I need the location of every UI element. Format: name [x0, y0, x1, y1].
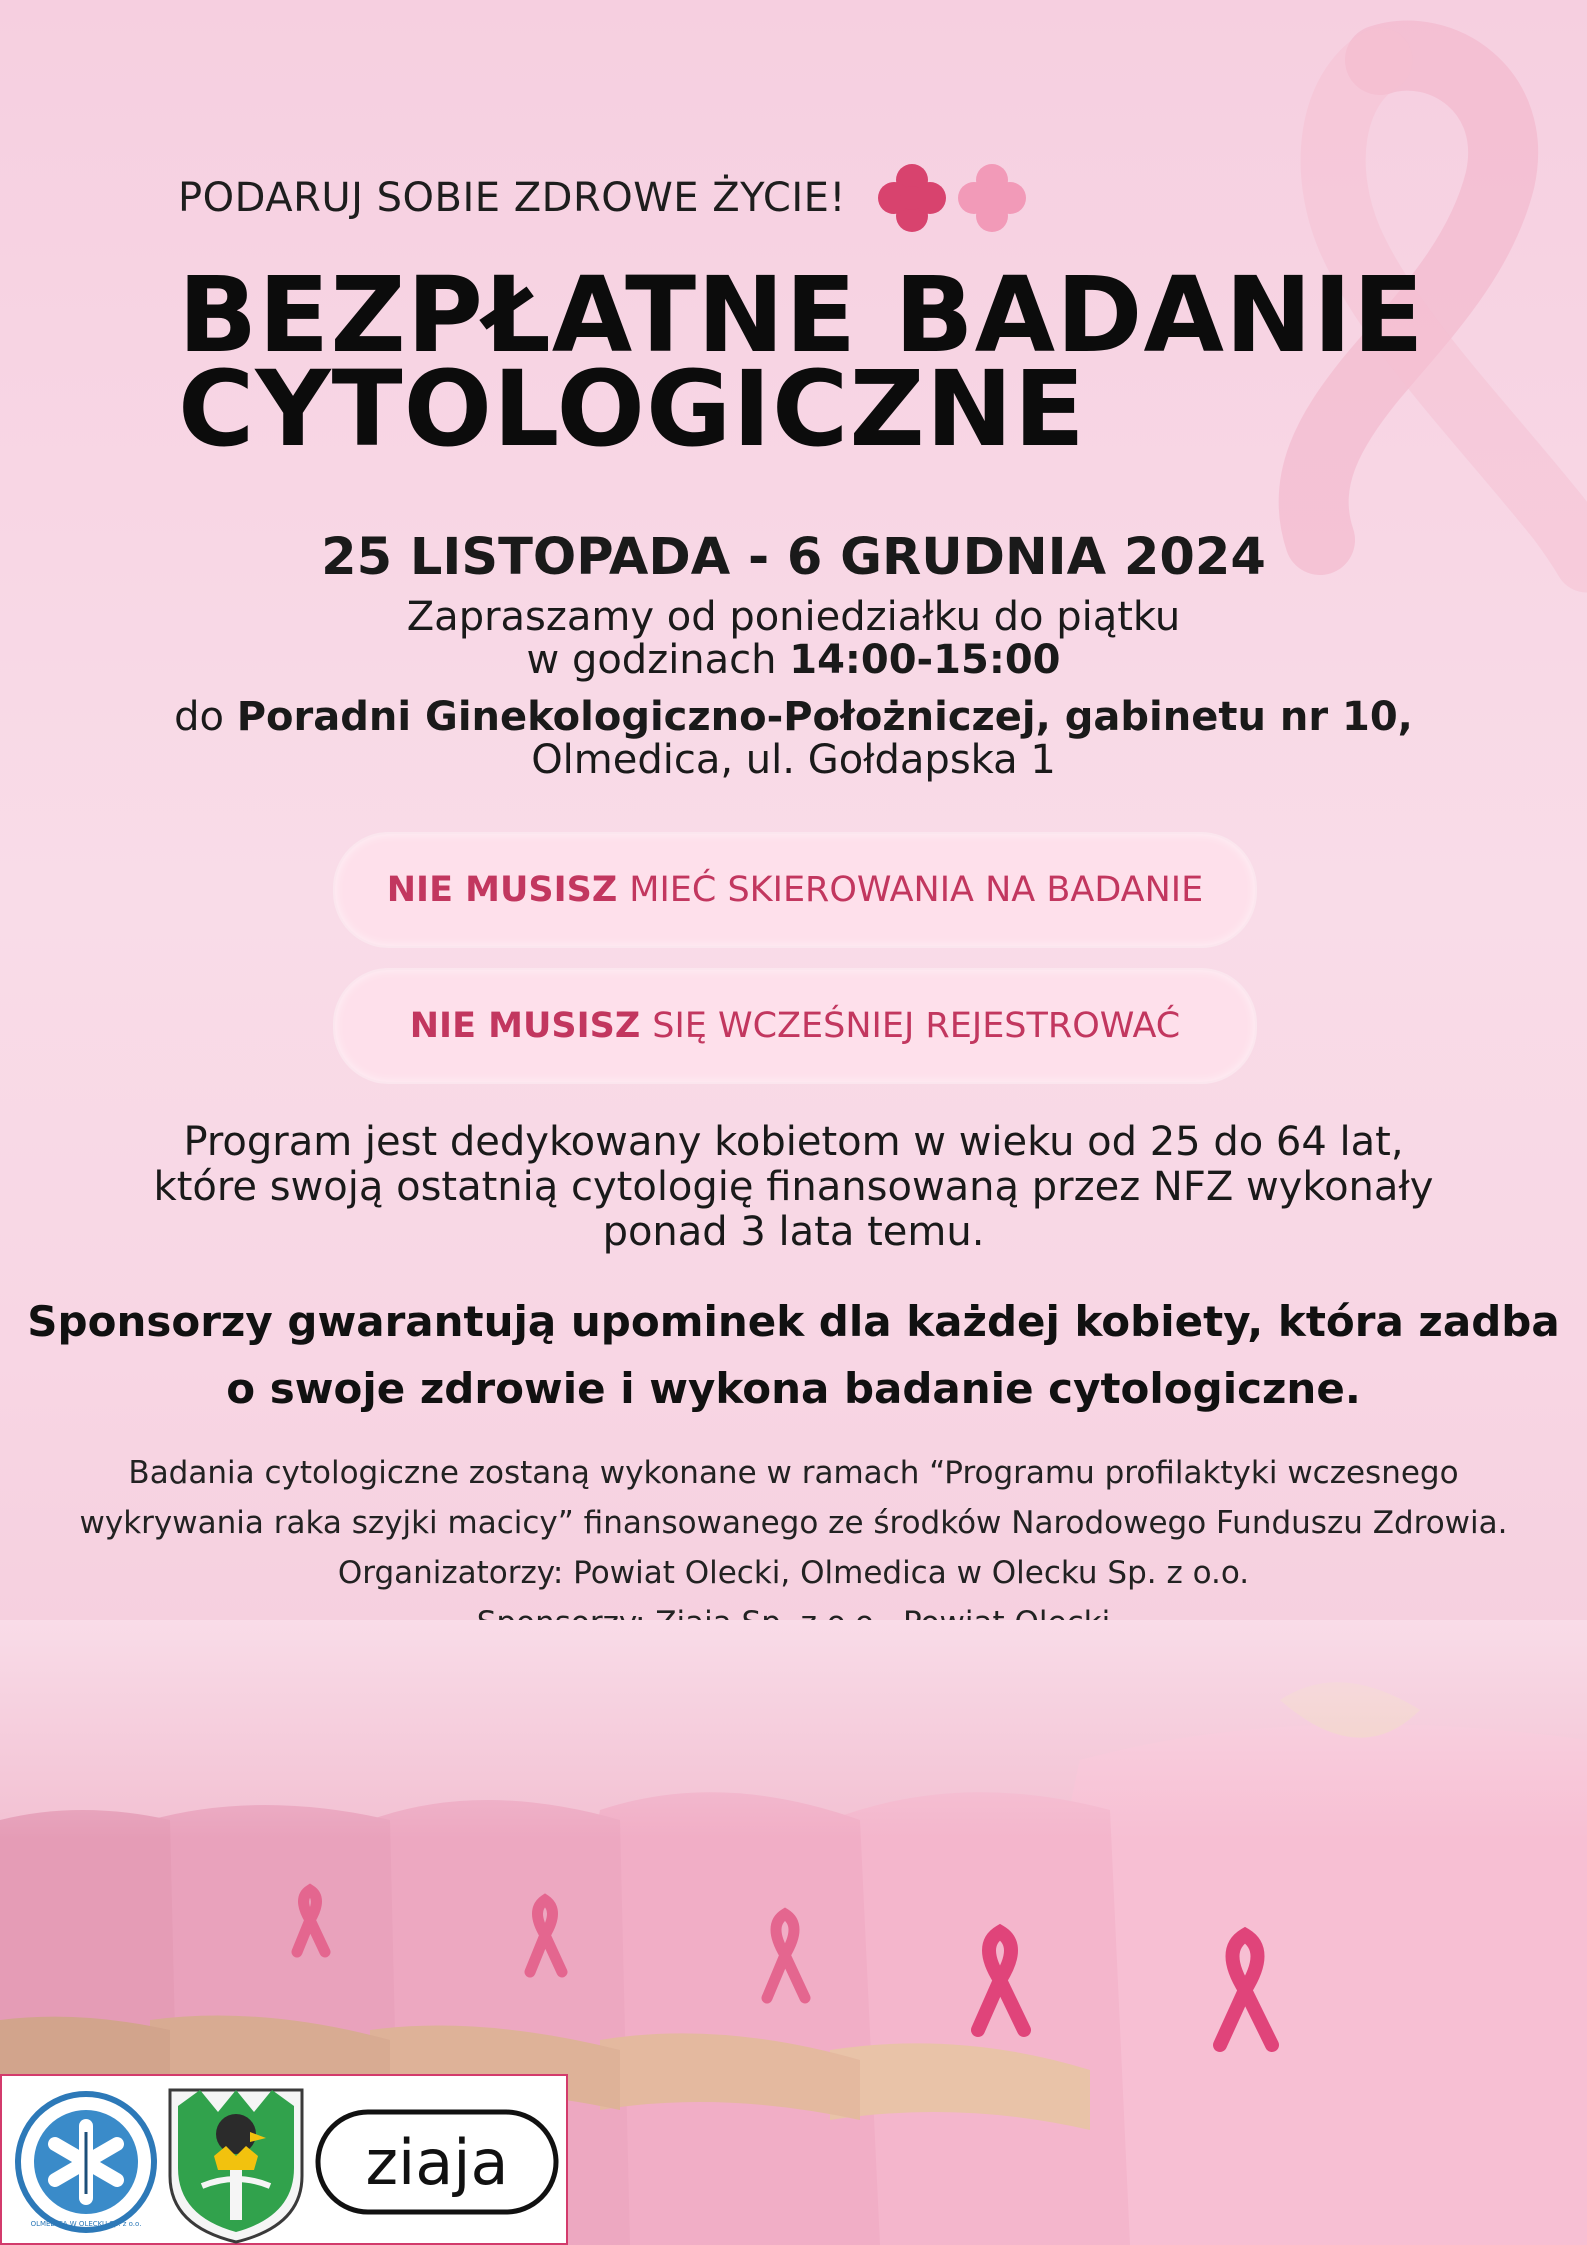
invite-line-2 [0, 639, 1587, 682]
olmedica-logo-icon [18, 2094, 154, 2230]
notice-text: SIĘ WCZEŚNIEJ REJESTROWAĆ [652, 1006, 1181, 1046]
invite-line-2-prefix: w godzinach [526, 637, 790, 683]
ziaja-logo-icon [318, 2112, 556, 2212]
invite-text [0, 596, 1587, 682]
ziaja-text: ziaja [365, 2126, 509, 2199]
location [0, 696, 1587, 782]
title-line-2: CYTOLOGICZNE [178, 348, 1086, 470]
slogan-row [178, 158, 1032, 238]
place-prefix: do [174, 694, 237, 740]
sponsor-gift-note [0, 1288, 1587, 1422]
flowers [872, 158, 1032, 238]
program-line-1: Program jest dedykowany kobietom w wieku od 25 do 64 lat, [183, 1119, 1404, 1165]
flower-icon [872, 158, 952, 238]
title-line-1: BEZPŁATNE BADANIE [178, 254, 1425, 376]
slogan: PODARUJ SOBIE ZDROWE ŻYCIE! [178, 175, 846, 221]
clinic-line [0, 696, 1587, 739]
footer-info [0, 1448, 1587, 1648]
invite-line-1: Zapraszamy od poniedziałku do piątku [406, 594, 1181, 640]
footer-line-3: Organizatorzy: Powiat Olecki, Olmedica w Olecku Sp. z o.o. [337, 1555, 1250, 1591]
logos-svg [2, 2076, 570, 2245]
event-dates: 25 LISTOPADA - 6 GRUDNIA 2024 [321, 528, 1266, 587]
opening-hours: 14:00-15:00 [789, 637, 1061, 683]
notice-text: MIEĆ SKIEROWANIA NA BADANIE [629, 870, 1204, 910]
program-description [0, 1120, 1587, 1255]
sponsor-logos [0, 2074, 568, 2245]
sponsor-note-line-2: o swoje zdrowie i wykona badanie cytologiczne. [226, 1364, 1361, 1413]
flower-icon [952, 158, 1032, 238]
clinic-name: Poradni Ginekologiczno-Położniczej, gabinetu nr 10, [236, 694, 1413, 740]
notice-bold: NIE MUSISZ [409, 1006, 641, 1046]
sponsor-note-line-1: Sponsorzy gwarantują upominek dla każdej kobiety, która zadba [27, 1297, 1560, 1346]
address: Olmedica, ul. Gołdapska 1 [531, 737, 1056, 783]
program-line-3: ponad 3 lata temu. [602, 1209, 985, 1255]
program-line-2: które swoją ostatnią cytologię finansowaną przez NFZ wykonały [153, 1164, 1434, 1210]
footer-line-2: wykrywania raka szyjki macicy” finansowanego ze środków Narodowego Funduszu Zdrowia. [79, 1505, 1508, 1541]
olmedica-text: OLMEDICA W OLECKU Sp. z o.o. [30, 2220, 142, 2228]
notice-bold: NIE MUSISZ [386, 870, 618, 910]
notice-no-referral [333, 832, 1257, 948]
notice-no-registration [333, 968, 1257, 1084]
page-title [178, 254, 1425, 470]
coat-of-arms-icon [170, 2090, 302, 2242]
footer-line-1: Badania cytologiczne zostaną wykonane w ramach “Programu profilaktyki wczesnego [128, 1455, 1459, 1491]
